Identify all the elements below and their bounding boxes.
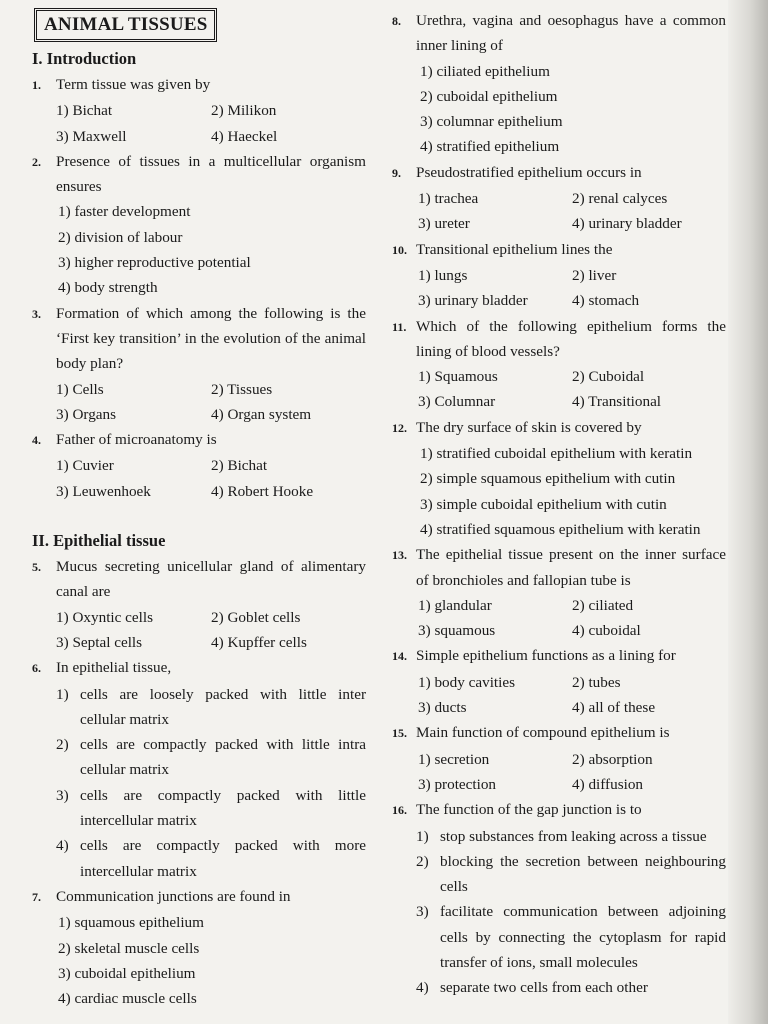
question-number: 2. [32,154,41,169]
question-stem: Transitional epithelium lines the [416,240,613,258]
option: 1) Squamous [418,368,498,386]
option: 3) Leuwenhoek [56,482,151,500]
option: 3) cuboidal epithelium [58,964,196,982]
option: 3) higher reproductive potential [58,254,251,272]
page-title: ANIMAL TISSUES [34,8,217,42]
question-stem: Which of the following epithelium forms the lining of blood vessels? [416,317,726,360]
option: 2) Milikon [211,102,277,120]
option: 2) absorption [572,750,653,768]
option: 2) ciliated [572,596,634,614]
option: 2) Bichat [211,457,268,475]
option: 3) simple cuboidal epithelium with cutin [420,495,667,513]
option: 4) diffusion [572,775,644,793]
section-heading-introduction: I. Introduction [32,49,137,68]
option-label: 2) [416,852,429,870]
option-label: 3) [416,903,429,921]
option: 4) Kupffer cells [211,633,307,651]
question-6 [32,655,366,884]
option: 3) urinary bladder [418,292,528,310]
question-number: 4. [32,433,41,448]
option-label: 3) [56,786,69,804]
option: 3) Septal cells [56,633,143,651]
page-edge-shadow [728,0,768,1024]
left-column [32,8,366,1011]
option: 3) ureter [418,215,470,233]
question-stem: The epithelial tissue present on the inner surface of bronchioles and fallopian tube is [416,546,726,589]
option: 2) liver [572,266,617,284]
question-stem: Presence of tissues in a multicellular organism ensures [56,152,366,196]
option: 1) lungs [418,266,468,284]
question-number: 10. [392,242,407,257]
option: 1) Cuvier [56,457,114,475]
option-label: 2) [56,736,69,754]
option-text: cells are compactly packed with little intra cellular matrix [80,736,366,779]
question-8 [392,8,726,160]
option: 2) Tissues [211,380,273,398]
question-stem: Urethra, vagina and oesophagus have a common inner lining of [416,12,726,55]
option: 4) Organ system [211,405,312,423]
right-column [392,8,726,1001]
option-text: stop substances from leaking across a tissue [440,827,707,845]
option: 1) glandular [418,596,492,614]
option: 4) Haeckel [211,127,278,145]
option: 4) cardiac muscle cells [58,990,197,1008]
option: 1) squamous epithelium [58,914,204,932]
question-3 [32,301,366,427]
option-text: cells are compactly packed with more intercellular matrix [80,837,366,880]
question-number: 6. [32,661,41,676]
option: 1) secretion [418,750,490,768]
question-stem: In epithelial tissue, [56,659,172,677]
option: 3) Organs [56,405,117,423]
option: 1) faster development [58,203,191,221]
option: 2) renal calyces [572,190,668,208]
option: 4) all of these [572,699,656,717]
option: 1) body cavities [418,673,516,691]
question-stem: Mucus secreting unicellular gland of alimentary canal are [56,558,366,601]
question-7 [32,884,366,1011]
option: 2) division of labour [58,228,183,246]
question-number: 16. [392,803,407,818]
option: 4) cuboidal [572,622,641,640]
option: 2) cuboidal epithelium [420,87,558,105]
option-text: cells are loosely packed with little inter cellular matrix [80,685,366,728]
question-stem: Father of microanatomy is [56,431,217,449]
question-stem: Communication junctions are found in [56,887,291,905]
option-label: 1) [416,827,429,845]
option: 2) tubes [572,673,621,691]
question-stem: Main function of compound epithelium is [416,724,670,742]
question-14 [392,643,726,720]
option: 4) urinary bladder [572,215,682,233]
question-number: 13. [392,548,407,563]
option: 3) ducts [418,699,467,717]
question-stem: The function of the gap junction is to [416,801,642,819]
question-number: 1. [32,78,41,92]
option: 1) ciliated epithelium [420,62,550,80]
option: 2) simple squamous epithelium with cutin [420,470,676,488]
question-13 [392,542,726,643]
option: 2) Cuboidal [572,368,645,386]
question-11 [392,314,726,415]
option-label: 1) [56,685,69,703]
option: 3) columnar epithelium [420,113,563,131]
option: 2) Goblet cells [211,608,301,626]
question-number: 8. [392,14,401,28]
option-text: cells are compactly packed with little intercellular matrix [80,786,366,830]
question-number: 7. [32,889,41,904]
question-number: 9. [392,165,401,180]
section-heading-epithelial-tissue: II. Epithelial tissue [32,531,166,551]
question-stem: Pseudostratified epithelium occurs in [416,163,642,181]
option: 3) squamous [418,622,496,640]
question-12 [392,415,726,542]
option: 3) Maxwell [56,127,127,145]
question-5 [32,554,366,655]
option: 4) Transitional [572,393,662,411]
option: 3) Columnar [418,393,496,411]
question-stem: Term tissue was given by [56,76,211,93]
question-number: 15. [392,726,407,741]
question-number: 5. [32,560,41,575]
question-10 [392,237,726,314]
option-text: facilitate communication between adjoining cells by connecting the cytoplasm for rapid transfer of ions, small molecules [440,903,726,971]
question-stem: The dry surface of skin is covered by [416,418,642,436]
question-number: 11. [392,319,407,334]
option: 1) Bichat [56,102,113,120]
question-number: 12. [392,420,407,435]
question-15 [392,720,726,797]
option-label: 4) [56,837,69,855]
option: 4) stratified squamous epithelium with keratin [420,520,701,538]
option: 3) protection [418,775,497,793]
option: 1) trachea [418,190,479,208]
option: 1) Oxyntic cells [56,608,154,626]
option: 4) stomach [572,292,640,310]
option-text: separate two cells from each other [440,979,648,997]
option: 4) Robert Hooke [211,482,314,500]
question-1 [32,72,366,149]
question-4 [32,427,366,504]
option: 4) stratified epithelium [420,138,560,156]
question-stem: Formation of which among the following is the ‘First key transition’ in the evolution of the animal body plan? [56,304,366,373]
question-2 [32,149,366,301]
option-text: blocking the secretion between neighbouring cells [440,852,726,896]
question-number: 14. [392,649,407,664]
question-9 [392,160,726,237]
question-16 [392,797,726,1000]
option: 4) body strength [58,279,158,297]
question-number: 3. [32,306,41,321]
option: 1) Cells [56,380,104,398]
option: 1) stratified cuboidal epithelium with keratin [420,445,693,463]
option: 2) skeletal muscle cells [58,939,200,957]
option-label: 4) [416,979,429,997]
question-stem: Simple epithelium functions as a lining for [416,647,676,665]
